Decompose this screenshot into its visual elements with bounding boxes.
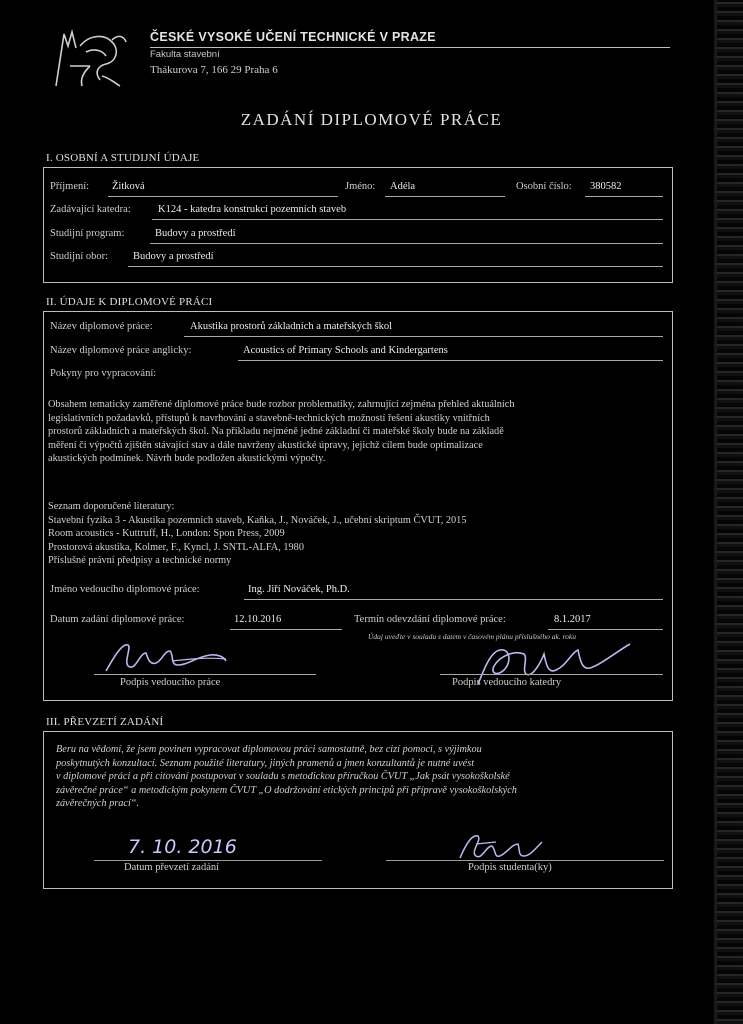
surname-line [108,196,338,197]
surname-label: Příjmení: [50,181,90,192]
supervisor-signature [100,637,240,677]
thesis-value: Akustika prostorů základních a mateřských škol [190,321,393,332]
name-line [385,196,505,197]
instructions-label: Pokyny pro vypracování: [50,368,157,379]
section3-heading: III. PŘEVZETÍ ZADÁNÍ [46,716,164,728]
literature-item: Příslušné právní předpisy a technické normy [48,555,232,567]
university-name: ČESKÉ VYSOKÉ UČENÍ TECHNICKÉ V PRAZE [150,30,436,44]
supervisor-line [244,599,663,600]
literature-item: Room acoustics - Kuttruff, H., London: Spon Press, 2009 [48,528,285,540]
supervisor-sig-line [94,674,316,675]
acceptance-line: Beru na vědomí, že jsem povinen vypracovat diplomovou práci samostatně, bez cizí pomoci, s výjimkou [56,744,482,755]
acceptance-line: závěrečných prací“. [56,798,140,810]
dept-label: Zadávající katedra: [50,204,131,215]
deadline-line [548,629,663,630]
instructions-line: akustických podmínek. Návrh bude podložen akustickými výpočty. [48,453,326,465]
section2-heading: II. ÚDAJE K DIPLOMOVÉ PRÁCI [46,296,213,308]
faculty-name: Fakulta stavební [150,49,220,60]
program-label: Studijní program: [50,228,125,239]
literature-item: Prostorová akustika, Kolmer, F., Kyncl, J. SNTL-ALFA, 1980 [48,541,304,553]
name-value: Adéla [390,181,416,192]
instructions-line: legislativních požadavků, přístupů k navrhování a stavebně-technických možností řešení akustiky vnitřních [48,412,490,424]
acceptance-line: závěrečné práce“ a metodickým pokynem ČVUT „O dodržování etických principů při přípravě vysokoškolských [56,784,517,796]
supervisor-sig-label: Podpis vedoucího práce [120,677,221,688]
student-signature [456,830,546,864]
instructions-line: měření či výpočtů zjištěn stávající stav a dále navrženy akustické úpravy, jejichž cílem bude optimalizace [48,439,483,451]
id-value: 380582 [590,181,622,192]
literature-item: Stavební fyzika 3 - Akustika pozemních staveb, Kaňka, J., Nováček, J., učební skriptum ČVUT, 2015 [48,514,467,526]
head-sig-label: Podpis vedoucího katedry [452,677,562,688]
header-rule [150,47,670,48]
thesis-line [184,336,663,337]
instructions-text [48,398,668,466]
thesis-en-value: Acoustics of Primary Schools and Kindergartens [243,345,448,356]
supervisor-label: Jméno vedoucího diplomové práce: [50,584,200,595]
acceptance-line: v diplomové práci a při citování postupovat v souladu s metodickou příručkou ČVUT „Jak psát vysokoškolské [56,771,510,783]
field-line [128,266,663,267]
section1-heading: I. OSOBNÍ A STUDIJNÍ ÚDAJE [46,152,200,164]
deadline-label: Termín odevzdání diplomové práce: [354,614,506,625]
acceptance-line: poskytnutých konzultací. Seznam použité literatury, jiných pramenů a jmen konzultantů je nutné uvést [56,757,475,769]
deadline-note: Údaj uveďte v souladu s datem v časovém plánu příslušného ak. roku [368,632,576,641]
university-lion-logo [50,26,130,90]
thesis-label: Název diplomové práce: [50,321,153,332]
assigned-value: 12.10.2016 [234,614,282,625]
date-line [94,860,322,861]
id-line [585,196,663,197]
program-value: Budovy a prostředí [155,228,236,239]
address: Thákurova 7, 166 29 Praha 6 [150,64,278,76]
student-sig-label: Podpis studenta(ky) [468,862,552,873]
program-line [150,243,663,244]
field-value: Budovy a prostředí [133,251,214,262]
supervisor-value: Ing. Jiří Nováček, Ph.D. [248,584,350,595]
date-label: Datum převzetí zadání [124,862,220,873]
document-title: ZADÁNÍ DIPLOMOVÉ PRÁCE [240,110,503,129]
instructions-line: Obsahem tematicky zaměřené diplomové práce bude rozbor problematiky, zahrnující zejména přehled aktuálních [48,399,515,410]
instructions-line: prostorů základních a mateřských škol. Na příkladu nejméně jedné základní či mateřské školy bude na základě [48,426,504,438]
literature-label: Seznam doporučené literatury: [48,501,175,512]
dept-line [152,219,663,220]
field-label: Studijní obor: [50,251,109,262]
head-sig-line [440,674,663,675]
student-sig-line [386,860,664,861]
deadline-value: 8.1.2017 [554,614,591,625]
thesis-en-label: Název diplomové práce anglicky: [50,345,192,356]
thesis-en-line [238,360,663,361]
assigned-label: Datum zadání diplomové práce: [50,614,185,625]
handwritten-date: 7. 10. 2016 [128,836,237,858]
assigned-line [230,629,342,630]
scan-edge-line [714,0,717,1024]
surname-value: Žitková [112,181,145,192]
scan-edge [717,0,743,1024]
literature-list [48,500,668,568]
name-label: Jméno: [345,181,376,192]
id-label: Osobní číslo: [516,181,572,192]
acceptance-text [56,743,666,811]
dept-value: K124 - katedra konstrukcí pozemních staveb [158,204,347,215]
